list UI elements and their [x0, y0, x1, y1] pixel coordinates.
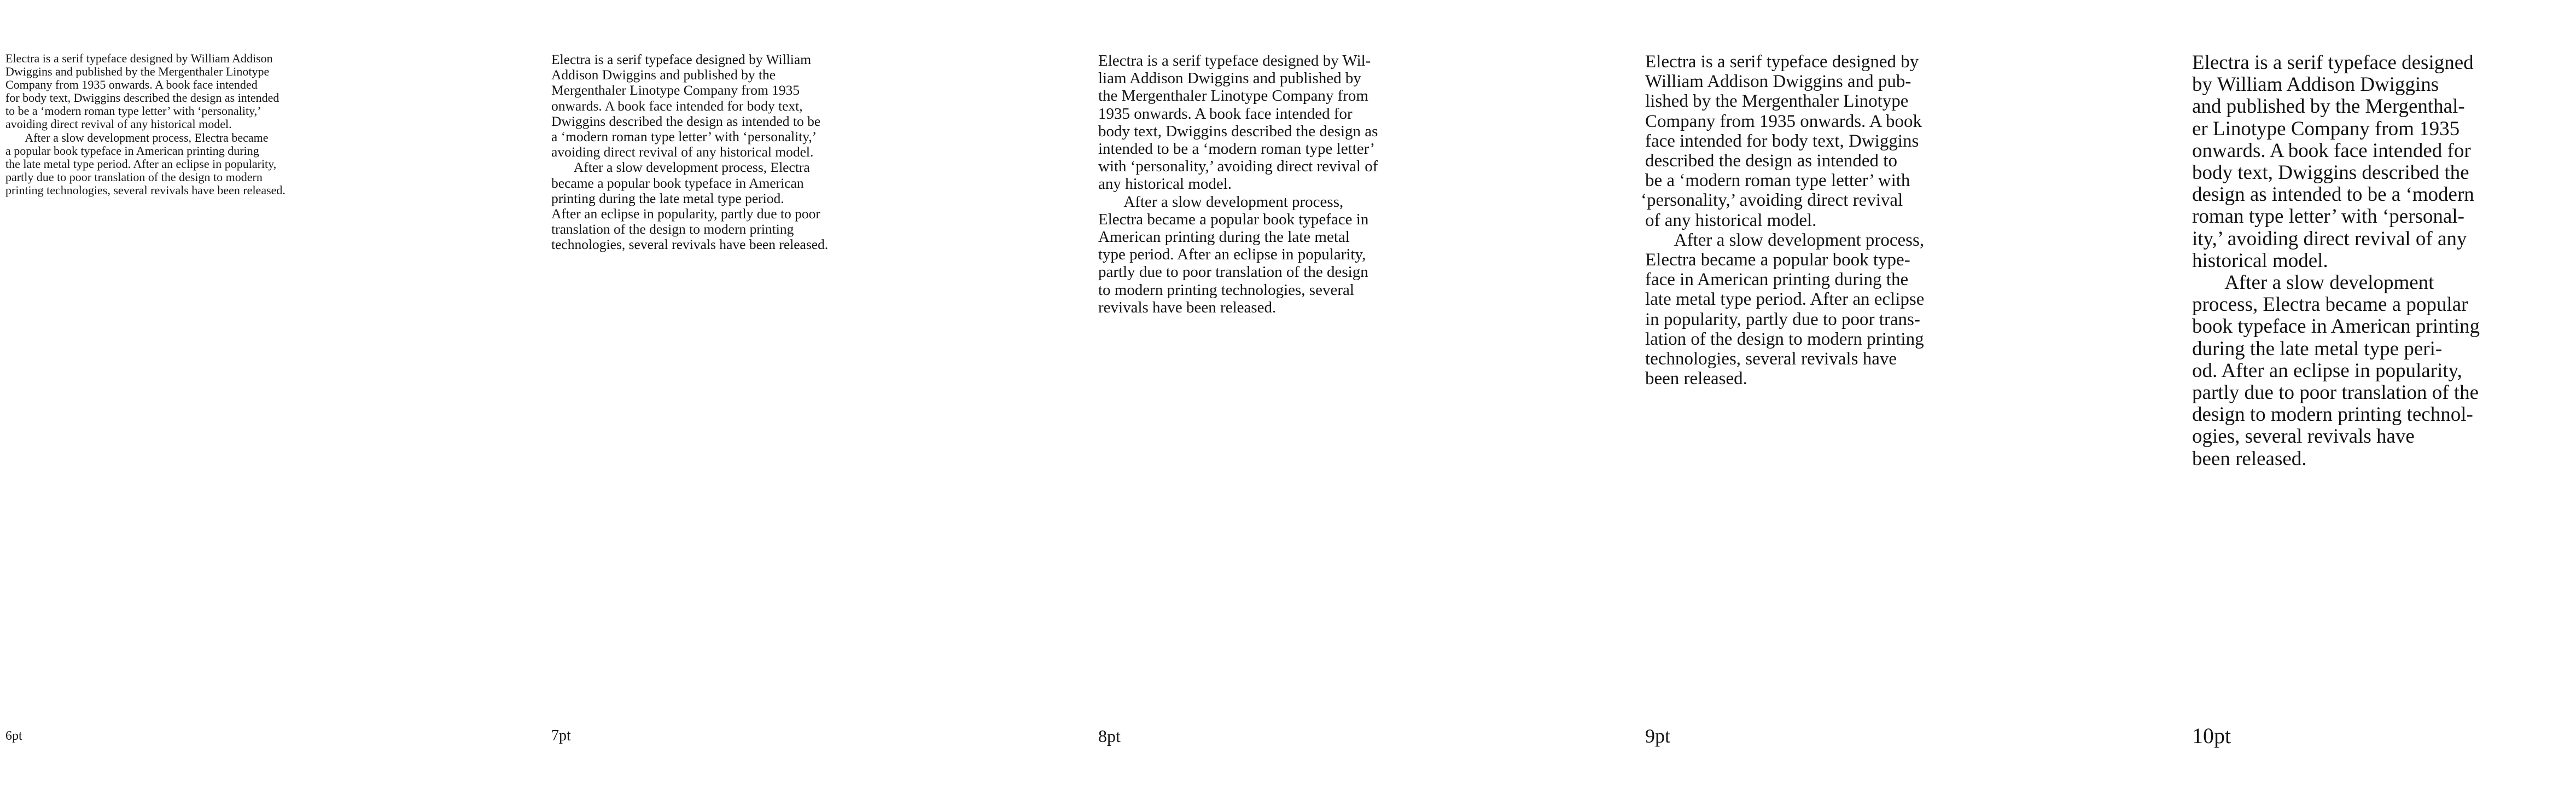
- text-line: to modern printing technologies, several: [1098, 281, 1354, 299]
- text-line: lation of the design to modern printing: [1645, 329, 1924, 349]
- text-line: book typeface in American printing: [2192, 315, 2480, 338]
- size-label-10pt: 10pt: [2192, 723, 2231, 748]
- text-line: Electra became a popular book typeface in: [1098, 210, 1369, 228]
- text-line: been released.: [1645, 369, 1747, 389]
- text-line: intended to be a ‘modern roman type letter’: [1098, 140, 1375, 158]
- text-line: face in American printing during the: [1645, 270, 1909, 290]
- text-line: ogies, several revivals have: [2192, 425, 2415, 448]
- text-line: William Addison Dwiggins and pub-: [1645, 72, 1911, 92]
- text-line: partly due to poor translation of the: [2192, 381, 2479, 404]
- specimen-text-6pt: [5, 52, 388, 197]
- text-line: Electra is a serif typeface designed: [2192, 51, 2474, 74]
- text-line: in popularity, partly due to poor trans-: [1645, 309, 1920, 329]
- paragraph-start-line: After a slow development process, Electra became: [25, 130, 269, 144]
- text-line: od. After an eclipse in popularity,: [2192, 359, 2462, 382]
- text-line: Electra is a serif typeface designed by: [1645, 52, 1919, 72]
- text-line: late metal type period. After an eclipse: [1645, 289, 1925, 310]
- text-line: printing technologies, several revivals have been released.: [5, 183, 285, 197]
- specimen-text-10pt: [2192, 52, 2575, 470]
- specimen-column-8pt: [1093, 0, 1640, 800]
- text-line: a ‘modern roman type letter’ with ‘personality,’: [551, 129, 817, 145]
- text-line: any historical model.: [1098, 175, 1232, 193]
- text-line: body text, Dwiggins described the: [2192, 161, 2469, 184]
- specimen-column-6pt: [0, 0, 547, 800]
- text-line: of any historical model.: [1645, 210, 1817, 230]
- text-line: technologies, several revivals have been released.: [551, 236, 829, 253]
- specimen-text-9pt: [1641, 52, 2028, 389]
- text-line: Electra is a serif typeface designed by William Addison: [5, 51, 273, 65]
- text-line: body text, Dwiggins described the design as: [1098, 122, 1378, 140]
- size-label-6pt: 6pt: [5, 729, 22, 743]
- text-line: for body text, Dwiggins described the design as intended: [5, 91, 279, 105]
- text-line: with ‘personality,’ avoiding direct revival of: [1098, 158, 1378, 176]
- text-line: revivals have been released.: [1098, 298, 1277, 316]
- text-line: process, Electra became a popular: [2192, 293, 2468, 316]
- size-label-7pt: 7pt: [551, 727, 571, 744]
- text-line: Addison Dwiggins and published by the: [551, 67, 776, 83]
- text-line: partly due to poor translation of the design: [1098, 263, 1368, 281]
- text-line: by William Addison Dwiggins: [2192, 73, 2439, 96]
- paragraph-start-line: After a slow development process,: [1674, 230, 1925, 250]
- size-label-8pt: 8pt: [1098, 726, 1121, 746]
- text-line: the Mergenthaler Linotype Company from: [1098, 87, 1368, 105]
- text-line: design as intended to be a ‘modern: [2192, 183, 2474, 206]
- text-line: liam Addison Dwiggins and published by: [1098, 69, 1361, 88]
- specimen-text-7pt: [551, 52, 934, 253]
- text-line: Electra is a serif typeface designed by William: [551, 51, 812, 67]
- text-line: during the late metal type peri-: [2192, 337, 2443, 360]
- text-line: er Linotype Company from 1935: [2192, 117, 2460, 140]
- text-line: to be a ‘modern roman type letter’ with ‘personality,’: [5, 104, 261, 118]
- text-line: historical model.: [2192, 249, 2328, 272]
- text-line: Company from 1935 onwards. A book face intended: [5, 78, 258, 92]
- text-line: translation of the design to modern printing: [551, 221, 794, 237]
- specimen-column-9pt: [1640, 0, 2187, 800]
- text-line: Company from 1935 onwards. A book: [1645, 111, 1922, 131]
- text-line: the late metal type period. After an eclipse in popularity,: [5, 156, 277, 171]
- text-line: ity,’ avoiding direct revival of any: [2192, 227, 2467, 250]
- text-line: Electra is a serif typeface designed by Wil-: [1098, 52, 1371, 69]
- text-line: American printing during the late metal: [1098, 228, 1350, 246]
- specimen-column-7pt: [546, 0, 1093, 800]
- paragraph-start-line: After a slow development: [2224, 271, 2434, 294]
- text-line: design to modern printing technol-: [2192, 403, 2473, 426]
- specimen-text-8pt: [1098, 52, 1481, 316]
- text-line: and published by the Mergenthal-: [2192, 95, 2465, 118]
- text-line: avoiding direct revival of any historical model.: [551, 144, 814, 160]
- text-line: onwards. A book face intended for: [2192, 139, 2471, 162]
- text-line: became a popular book typeface in American: [551, 175, 804, 191]
- text-line: be a ‘modern roman type letter’ with: [1645, 171, 1910, 191]
- text-line: type period. After an eclipse in popularity,: [1098, 246, 1366, 264]
- size-label-9pt: 9pt: [1645, 725, 1671, 747]
- text-line: onwards. A book face intended for body text,: [551, 97, 803, 114]
- text-line: face intended for body text, Dwiggins: [1645, 131, 1919, 151]
- text-line: ‘personality,’ avoiding direct revival: [1641, 190, 1903, 211]
- text-line: been released.: [2192, 447, 2307, 470]
- text-line: printing during the late metal type period.: [551, 190, 784, 206]
- text-line: Electra became a popular book type-: [1645, 250, 1910, 270]
- text-line: a popular book typeface in American printing during: [5, 143, 259, 158]
- text-line: Mergenthaler Linotype Company from 1935: [551, 82, 800, 98]
- text-line: After an eclipse in popularity, partly due to poor: [551, 206, 820, 222]
- text-line: Dwiggins described the design as intended to be: [551, 113, 821, 129]
- text-line: avoiding direct revival of any historical model.: [5, 117, 232, 131]
- text-line: described the design as intended to: [1645, 151, 1897, 171]
- paragraph-start-line: After a slow development process,: [1123, 193, 1344, 211]
- specimen-column-10pt: [2187, 0, 2576, 800]
- text-line: 1935 onwards. A book face intended for: [1098, 105, 1353, 123]
- text-line: Dwiggins and published by the Mergenthaler Linotype: [5, 65, 270, 79]
- paragraph-start-line: After a slow development process, Electra: [573, 159, 810, 176]
- text-line: roman type letter’ with ‘personal-: [2192, 205, 2464, 228]
- text-line: lished by the Mergenthaler Linotype: [1645, 91, 1909, 112]
- text-line: partly due to poor translation of the design to modern: [5, 170, 263, 184]
- text-line: technologies, several revivals have: [1645, 349, 1897, 369]
